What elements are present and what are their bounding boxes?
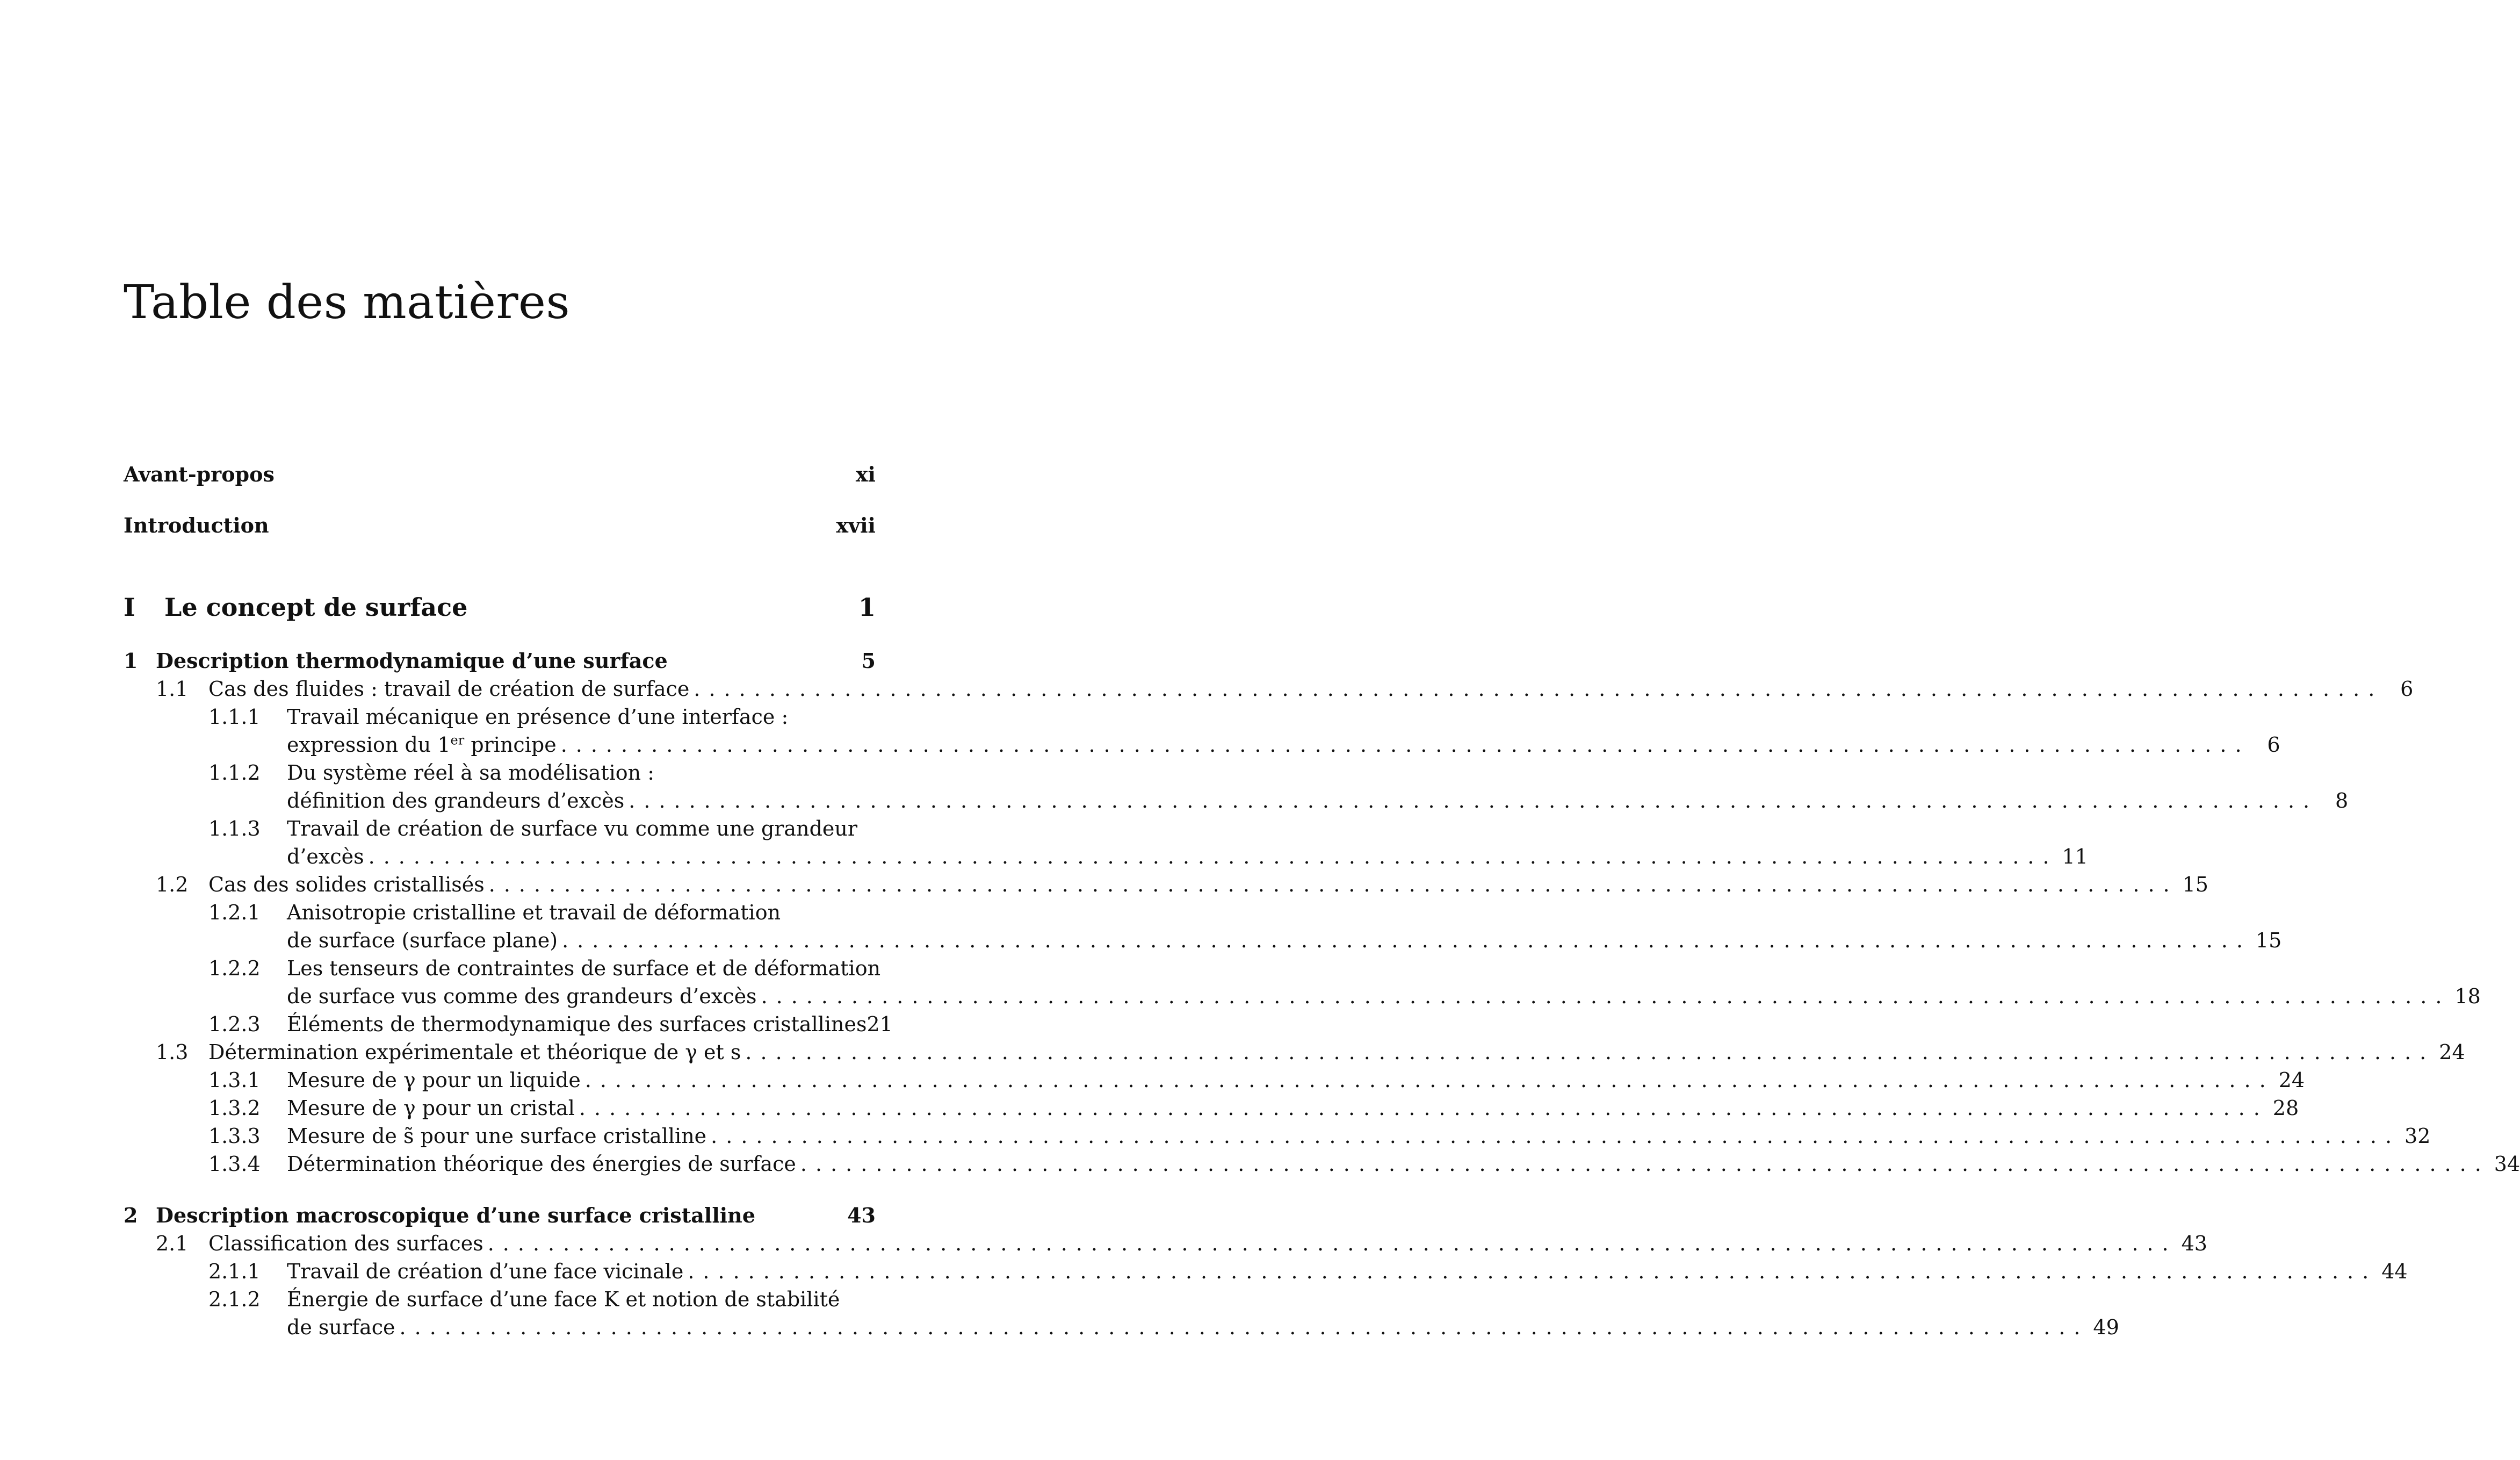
subsection-title: Mesure de s̃ pour une surface cristalline: [287, 1124, 707, 1148]
toc-section-entry[interactable]: [156, 675, 2414, 703]
toc-subsection-continuation[interactable]: [287, 926, 2282, 954]
page-number: 34: [2494, 1152, 2520, 1176]
toc-subsection-entry[interactable]: [208, 1150, 2520, 1178]
section-title: Détermination expérimentale et théorique de γ et s: [208, 1040, 741, 1064]
toc-chapter-heading[interactable]: [124, 647, 876, 675]
section-number: 1.3: [156, 1040, 189, 1064]
page-number: 15: [2182, 873, 2208, 896]
dot-leader: ................................................................................................................: [694, 677, 2384, 701]
toc-chapter-heading[interactable]: [124, 1202, 876, 1229]
page-number: 21: [867, 1012, 893, 1036]
toc-subsection-continuation[interactable]: [287, 843, 2088, 871]
subsection-title: Mesure de γ pour un liquide: [287, 1068, 581, 1092]
page-number: 32: [2405, 1124, 2431, 1148]
superscript-er: er: [450, 732, 465, 748]
page-number: 28: [2272, 1096, 2299, 1120]
subsection-title: Du système réel à sa modélisation :: [287, 761, 655, 785]
page-number: 6: [2267, 733, 2280, 757]
dot-leader: ................................................................................................................: [584, 1068, 2275, 1092]
page-number: 43: [2181, 1232, 2207, 1255]
toc-subsection-entry[interactable]: [208, 1285, 876, 1313]
entry-title: Introduction: [124, 513, 269, 537]
dot-leader: ................................................................................................................: [688, 1260, 2378, 1283]
section-title: Cas des fluides : travail de création de surface: [208, 677, 690, 701]
toc-subsection-entry[interactable]: [208, 815, 876, 843]
section-number: 1.1: [156, 677, 189, 701]
subsection-number: 1.3.4: [208, 1152, 261, 1176]
subsection-number: 1.3.1: [208, 1068, 261, 1092]
dot-leader: ................................................................................................................: [629, 789, 2319, 812]
toc-subsection-entry[interactable]: [208, 1010, 893, 1038]
toc-subsection-entry[interactable]: [208, 703, 876, 731]
subsection-title-continued: d’excès: [287, 845, 364, 868]
subsection-number: 1.2.2: [208, 956, 261, 980]
subsection-title: Travail de création de surface vu comme une grandeur: [287, 817, 858, 840]
toc-subsection-continuation[interactable]: [287, 1313, 2119, 1341]
subsection-title-continued: définition des grandeurs d’excès: [287, 789, 625, 812]
page-number: 6: [2400, 677, 2414, 701]
dot-leader: ................................................................................................................: [488, 873, 2178, 896]
toc-subsection-entry[interactable]: [208, 1122, 2431, 1150]
section-number: 2.1: [156, 1232, 189, 1255]
section-number: 1.2: [156, 873, 189, 896]
page-number: 15: [2255, 929, 2282, 952]
subsection-title: Anisotropie cristalline et travail de déformation: [287, 901, 781, 924]
dot-leader: ................................................................................................................: [562, 929, 2251, 952]
toc-subsection-entry[interactable]: [208, 1094, 2299, 1122]
dot-leader: ................................................................................................................: [560, 733, 2250, 757]
toc-subsection-entry[interactable]: [208, 1257, 2408, 1285]
subsection-title-continued: de surface (surface plane): [287, 929, 558, 952]
subsection-title: Travail de création d’une face vicinale: [287, 1260, 684, 1283]
subsection-number: 1.1.1: [208, 705, 261, 729]
page-title: Table des matières: [124, 276, 571, 329]
subsection-title: Les tenseurs de contraintes de surface et de déformation: [287, 956, 881, 980]
subsection-number: 1.2.3: [208, 1012, 261, 1036]
subsection-number: 1.1.3: [208, 817, 261, 840]
chapter-number: 2: [124, 1203, 138, 1227]
subsection-number: 1.3.2: [208, 1096, 261, 1120]
section-title: Cas des solides cristallisés: [208, 873, 485, 896]
toc-subsection-entry[interactable]: [208, 954, 881, 982]
toc-subsection-entry[interactable]: [208, 759, 876, 787]
entry-title: Avant-propos: [124, 462, 275, 486]
subsection-title: Travail mécanique en présence d’une interface :: [287, 705, 789, 729]
chapter-title: Description thermodynamique d’une surface: [156, 649, 668, 673]
page-number: 1: [858, 593, 876, 622]
page-number: 8: [2335, 789, 2349, 812]
page-number: 18: [2454, 984, 2481, 1008]
part-number: I: [124, 593, 135, 622]
dot-leader: ................................................................................................................: [761, 984, 2451, 1008]
dot-leader: ................................................................................................................: [711, 1124, 2401, 1148]
subsection-title-continued: de surface vus comme des grandeurs d’excès: [287, 984, 757, 1008]
section-title: Classification des surfaces: [208, 1232, 483, 1255]
page-number: 5: [861, 649, 876, 673]
toc-subsection-continuation[interactable]: [287, 731, 2280, 759]
subsection-number: 2.1.1: [208, 1260, 261, 1283]
dot-leader: ................................................................................................................: [745, 1040, 2435, 1064]
toc-part-heading[interactable]: [124, 591, 876, 623]
toc-section-entry[interactable]: [156, 871, 2208, 898]
subsection-title-continued: de surface: [287, 1315, 395, 1339]
page-number: 11: [2062, 845, 2088, 868]
toc-entry-front-matter[interactable]: [124, 512, 876, 540]
subsection-number: 1.3.3: [208, 1124, 261, 1148]
dot-leader: ................................................................................................................: [800, 1152, 2490, 1176]
part-title: Le concept de surface: [164, 593, 468, 622]
toc-subsection-entry[interactable]: [208, 898, 876, 926]
subsection-title-continued: expression du 1er principe: [287, 732, 557, 757]
toc-section-entry[interactable]: [156, 1038, 2465, 1066]
page-number: 44: [2381, 1260, 2408, 1283]
subsection-number: 1.2.1: [208, 901, 261, 924]
page-number: xi: [855, 462, 876, 486]
toc-subsection-continuation[interactable]: [287, 787, 2349, 815]
subsection-number: 1.1.2: [208, 761, 261, 785]
page-number: 24: [2278, 1068, 2305, 1092]
page-number: 24: [2439, 1040, 2465, 1064]
dot-leader: ................................................................................................................: [487, 1232, 2177, 1255]
subsection-title: Mesure de γ pour un cristal: [287, 1096, 575, 1120]
chapter-title: Description macroscopique d’une surface cristalline: [156, 1203, 755, 1227]
dot-leader: ................................................................................................................: [368, 845, 2058, 868]
toc-subsection-entry[interactable]: [208, 1066, 2305, 1094]
page-number: 43: [847, 1203, 876, 1227]
subsection-title: Éléments de thermodynamique des surfaces cristallines: [287, 1012, 867, 1036]
dot-leader: ................................................................................................................: [579, 1096, 2269, 1120]
subsection-title: Énergie de surface d’une face K et notion de stabilité: [287, 1288, 840, 1311]
page-number: 49: [2093, 1315, 2119, 1339]
page-number: xvii: [836, 513, 876, 537]
chapter-number: 1: [124, 649, 138, 673]
toc-entry-front-matter[interactable]: [124, 461, 876, 488]
dot-leader: ................................................................................................................: [399, 1315, 2089, 1339]
toc-section-entry[interactable]: [156, 1229, 2207, 1257]
subsection-title: Détermination théorique des énergies de surface: [287, 1152, 796, 1176]
subsection-number: 2.1.2: [208, 1288, 261, 1311]
toc-subsection-continuation[interactable]: [287, 982, 2481, 1010]
